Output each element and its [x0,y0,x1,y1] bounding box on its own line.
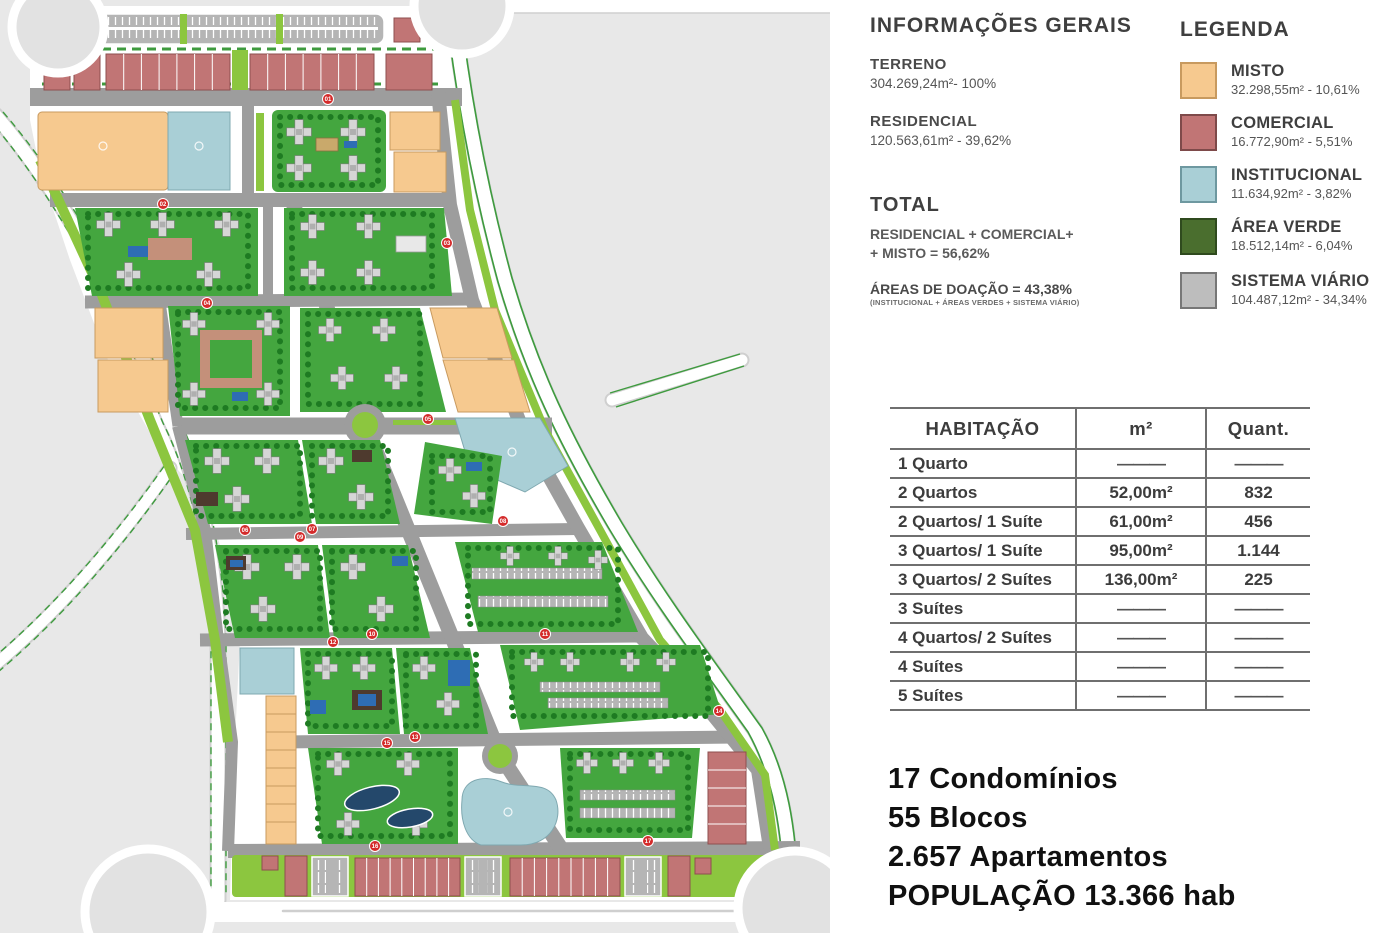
condo-marker-label: 14 [715,709,723,716]
area-verde-value: 18.512,14m² - 6,04% [1231,238,1353,253]
sistema-viario-label: SISTEMA VIÁRIO [1231,272,1370,290]
comercial-swatch [1180,114,1217,151]
habitacao-table [890,407,1310,711]
info-gerais-title: INFORMAÇÕES GERAIS [870,14,1132,37]
condo-marker-label: 15 [383,741,391,748]
condo-marker-label: 16 [371,844,379,851]
summary-blocos: 55 Blocos [888,802,1028,834]
condo-marker-label: 02 [159,202,167,209]
table-row: 4 Suítes ——— ——— [890,651,1310,680]
condo-marker-label: 11 [541,632,549,639]
legend-item-comercial [1180,114,1352,151]
doacao-sub: (INSTITUCIONAL + ÁREAS VERDES + SISTEMA VIÁRIO) [870,298,1080,307]
table-row: 2 Quartos 52,00m² 832 [890,477,1310,506]
doacao-line: ÁREAS DE DOAÇÃO = 43,38% [870,281,1072,297]
roundabout-bottom-left [85,849,211,933]
institucional-value: 11.634,92m² - 3,82% [1231,186,1352,201]
legend-item-institucional [1180,166,1362,203]
sistema-viario-value: 104.487,12m² - 34,34% [1231,292,1367,307]
col-quant: Quant. [1205,409,1310,448]
sistema-viario-swatch [1180,272,1217,309]
total-line-1: RESIDENCIAL + COMERCIAL+ [870,226,1074,242]
table-row: 1 Quarto ——— ——— [890,448,1310,477]
comercial-value: 16.772,90m² - 5,51% [1231,134,1353,149]
table-row: 3 Suítes ——— ——— [890,593,1310,622]
institucional-swatch [1180,166,1217,203]
habitacao-table-header [890,407,1310,448]
condo-marker-label: 08 [499,519,507,526]
table-row: 5 Suítes ——— ——— [890,680,1310,709]
misto-swatch [1180,62,1217,99]
terreno-label: TERRENO [870,56,947,73]
condo-marker-label: 13 [411,735,419,742]
area-verde-swatch [1180,218,1217,255]
table-row: 3 Quartos/ 2 Suítes 136,00m² 225 [890,564,1310,593]
condo-marker-label: 05 [424,417,432,424]
condo-marker-label: 06 [241,528,249,535]
condo-marker-label: 04 [203,301,211,308]
condo-marker-label: 10 [368,632,376,639]
comercial-label: COMERCIAL [1231,114,1334,132]
misto-label: MISTO [1231,62,1285,80]
residencial-label: RESIDENCIAL [870,113,978,130]
legend-item-sistema-viario [1180,272,1369,309]
col-m2: m² [1075,409,1205,448]
roundabout-top [414,0,510,54]
summary-condominios: 17 Condomínios [888,763,1118,795]
roundabout-top-left [12,0,104,73]
summary-populacao: POPULAÇÃO 13.366 hab [888,880,1236,912]
table-row: 2 Quartos/ 1 Suíte 61,00m² 456 [890,506,1310,535]
lake [462,779,558,845]
col-habitacao: HABITAÇÃO [925,417,1040,439]
condo-marker-label: 17 [644,839,652,846]
total-line-2: + MISTO = 56,62% [870,245,990,261]
info-gerais-section [870,14,1170,307]
bottom-commercial-strip [262,856,711,896]
legenda-section [1180,18,1385,318]
institucional-label: INSTITUCIONAL [1231,166,1363,184]
condo-marker-label: 03 [443,241,451,248]
summary-apartamentos: 2.657 Apartamentos [888,841,1168,873]
legend-item-misto [1180,62,1360,99]
area-verde-label: ÁREA VERDE [1231,218,1342,236]
misto-value: 32.298,55m² - 10,61% [1231,82,1360,97]
condo-marker-label: 09 [296,535,304,542]
condo-marker-label: 12 [329,640,337,647]
summary-block [888,760,1236,916]
legend-item-area-verde [1180,218,1352,255]
residencial-value: 120.563,61m² - 39,62% [870,133,1012,148]
total-title: TOTAL [870,194,940,216]
condo-marker-label: 01 [324,97,332,104]
row-condo-06-08 [185,440,502,524]
table-row: 3 Quartos/ 1 Suíte 95,00m² 1.144 [890,535,1310,564]
legenda-title: LEGENDA [1180,18,1290,41]
terreno-value: 304.269,24m²- 100% [870,76,997,91]
table-row: 4 Quartos/ 2 Suítes ——— ——— [890,622,1310,651]
condo-marker-label: 07 [308,527,316,534]
